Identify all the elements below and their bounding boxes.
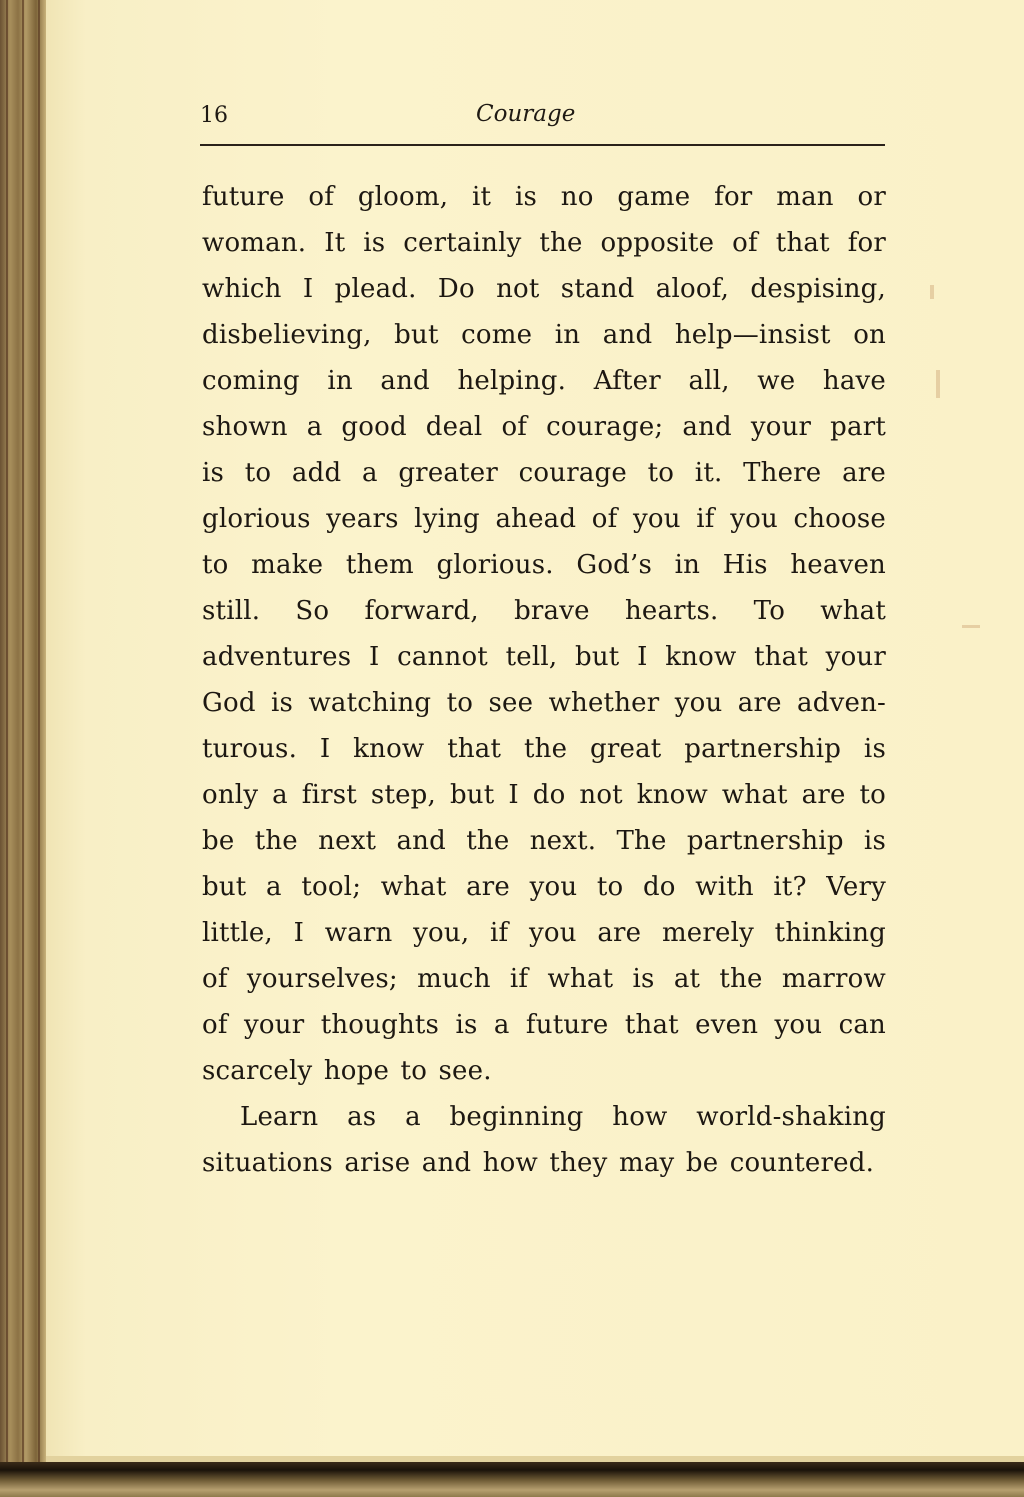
running-head: Courage — [476, 101, 576, 127]
text-line: of your thoughts is a future that even you can — [202, 1010, 886, 1040]
text-line: only a first step, but I do not know what are to — [202, 780, 886, 810]
spine-stripe — [6, 0, 8, 1497]
book-spine — [0, 0, 46, 1497]
text-line: but a tool; what are you to do with it? Very — [202, 872, 886, 902]
text-line: is to add a greater courage to it. There are — [202, 458, 886, 488]
text-line: coming in and helping. After all, we have — [202, 366, 886, 396]
text-line: still. So forward, brave hearts. To what — [202, 596, 886, 626]
text-line: which I plead. Do not stand aloof, despising, — [202, 274, 886, 304]
text-line: turous. I know that the great partnership is — [202, 734, 886, 764]
text-line: little, I warn you, if you are merely thinking — [202, 918, 886, 948]
text-line: disbelieving, but come in and help—insist on — [202, 320, 886, 350]
text-line: woman. It is certainly the opposite of that for — [202, 228, 886, 258]
book-cover-edge — [0, 1462, 1024, 1497]
text-line: shown a good deal of courage; and your part — [202, 412, 886, 442]
page-number: 16 — [200, 103, 228, 128]
paper-blemish — [936, 370, 940, 398]
text-line: to make them glorious. God’s in His heaven — [202, 550, 886, 580]
paragraph-first-line: Learn as a beginning how world-shaking — [240, 1102, 886, 1132]
text-line: of yourselves; much if what is at the marrow — [202, 964, 886, 994]
text-line: scarcely hope to see. — [202, 1056, 492, 1086]
spine-stripe — [22, 0, 24, 1497]
header-rule — [200, 144, 885, 146]
text-line: glorious years lying ahead of you if you choose — [202, 504, 886, 534]
text-line: adventures I cannot tell, but I know that your — [202, 642, 886, 672]
text-line: be the next and the next. The partnership is — [202, 826, 886, 856]
text-line: future of gloom, it is no game for man or — [202, 182, 886, 212]
paper-blemish — [962, 625, 980, 628]
text-line: situations arise and how they may be countered. — [202, 1148, 875, 1178]
body-text — [202, 174, 886, 1186]
text-line: God is watching to see whether you are adven- — [202, 688, 886, 718]
spine-stripe — [38, 0, 40, 1497]
paper-blemish — [930, 285, 934, 299]
